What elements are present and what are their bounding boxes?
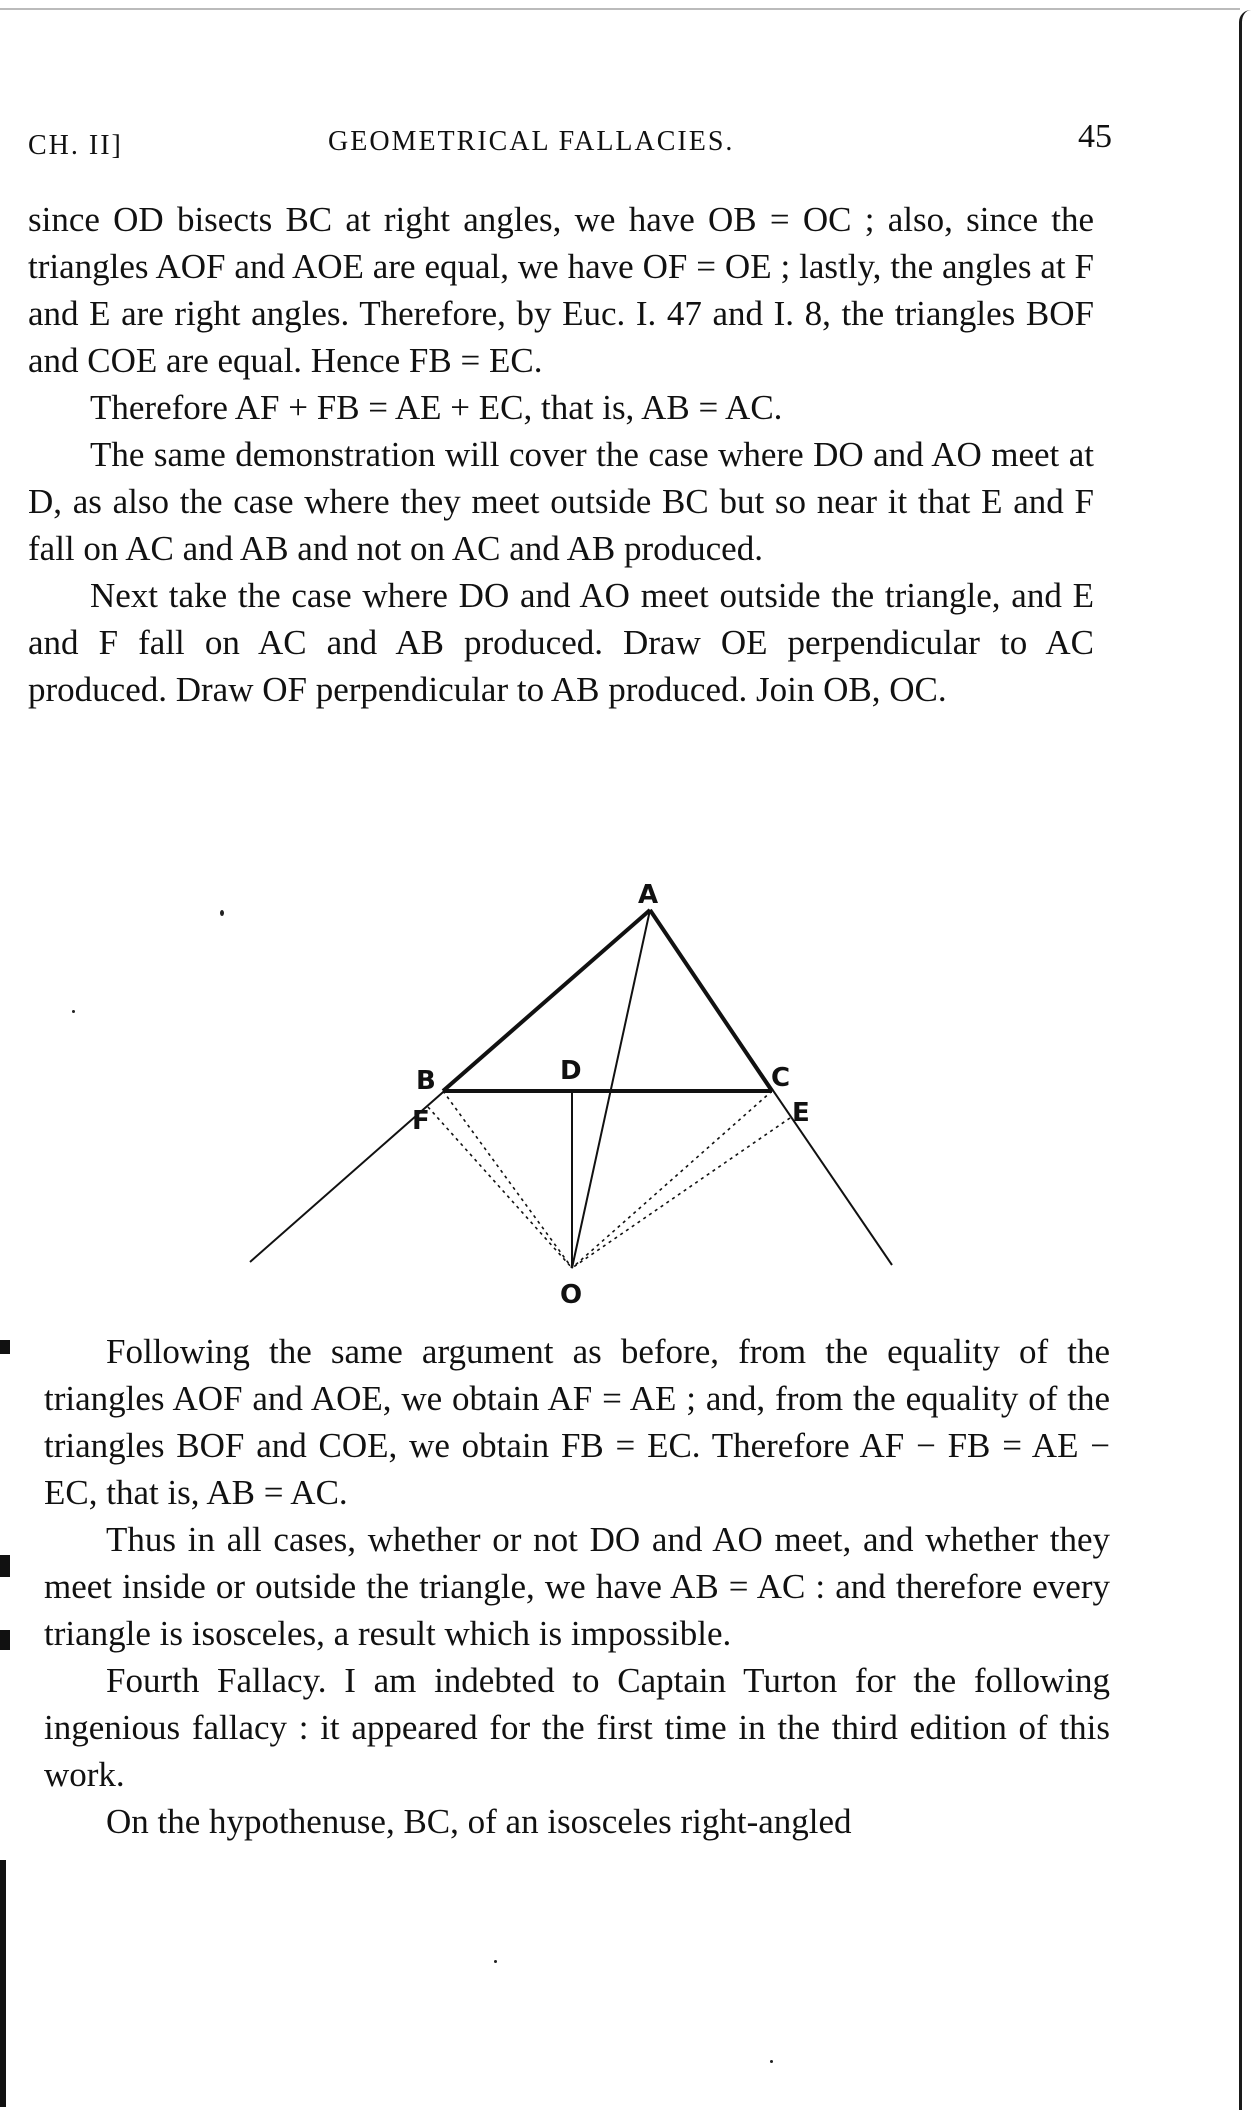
line-oc [572, 1091, 772, 1268]
scan-speck [72, 1010, 75, 1013]
line-oe [572, 1118, 790, 1268]
line-of [428, 1107, 572, 1268]
paragraph: Therefore AF + FB = AE + EC, that is, AB = AC. [90, 388, 783, 427]
scan-margin-mark [0, 1630, 10, 1650]
label-d: D [560, 1056, 582, 1086]
paragraph: The same demonstration will cover the case where DO and AO meet at D, as also the case where they meet outside BC but so near it that E and F fall on AC and AB and not on AC and AB produced. [28, 435, 1094, 568]
paragraph: Thus in all cases, whether or not DO and AO meet, and whether they meet inside or outside the triangle, we have AB = AC : and therefore every triangle is isosceles, a result which is impossible. [44, 1520, 1110, 1653]
text-block-top [28, 196, 1094, 713]
paragraph: Following the same argument as before, from the equality of the triangles AOF and AOE, we obtain AF = AE ; and, from the equality of the triangles BOF and COE, we obtain FB = EC. Therefore AF − FB = AE − EC, that is, AB = AC. [44, 1332, 1110, 1512]
scan-margin-mark [0, 1860, 6, 2107]
side-ab [443, 910, 650, 1091]
side-ac [650, 910, 772, 1091]
scan-speck [220, 910, 224, 916]
label-c: C [771, 1063, 791, 1093]
paragraph: since OD bisects BC at right angles, we have OB = OC ; also, since the triangles AOF and AOE are equal, we have OF = OE ; lastly, the angles at F and E are right angles. Therefore, by Euc. I. 47 and I. 8, the triangles BOF and COE are equal. Hence FB = EC. [28, 200, 1094, 380]
text-block-bottom [44, 1328, 1110, 1845]
scan-margin-mark [0, 1340, 10, 1354]
page-edge-right [1239, 10, 1256, 2110]
running-header [28, 118, 1112, 168]
geometric-figure [230, 880, 930, 1310]
label-f: F [412, 1106, 430, 1136]
line-ob [443, 1091, 572, 1268]
paragraph: Next take the case where DO and AO meet outside the triangle, and E and F fall on AC and AB produced. Draw OE perpendicular to AC produced. Draw OF perpendicular to AB produced. Join OB, OC. [28, 576, 1094, 709]
page-edge-top [0, 8, 1240, 10]
paragraph: On the hypothenuse, BC, of an isosceles right-angled [106, 1802, 852, 1841]
running-title: GEOMETRICAL FALLACIES. [328, 126, 735, 157]
label-b: B [416, 1066, 436, 1096]
label-o: O [560, 1280, 583, 1310]
label-a: A [638, 880, 659, 910]
scan-speck [494, 1960, 497, 1963]
scan-speck [770, 2060, 773, 2063]
label-e: E [792, 1098, 810, 1128]
chapter-label: CH. II] [28, 130, 123, 161]
figure-svg [230, 880, 930, 1310]
paragraph: Fourth Fallacy. I am indebted to Captain Turton for the following ingenious fallacy : it appeared for the first time in the third edition of this work. [44, 1661, 1110, 1794]
scan-margin-mark [0, 1555, 10, 1577]
page-number: 45 [1078, 118, 1112, 155]
